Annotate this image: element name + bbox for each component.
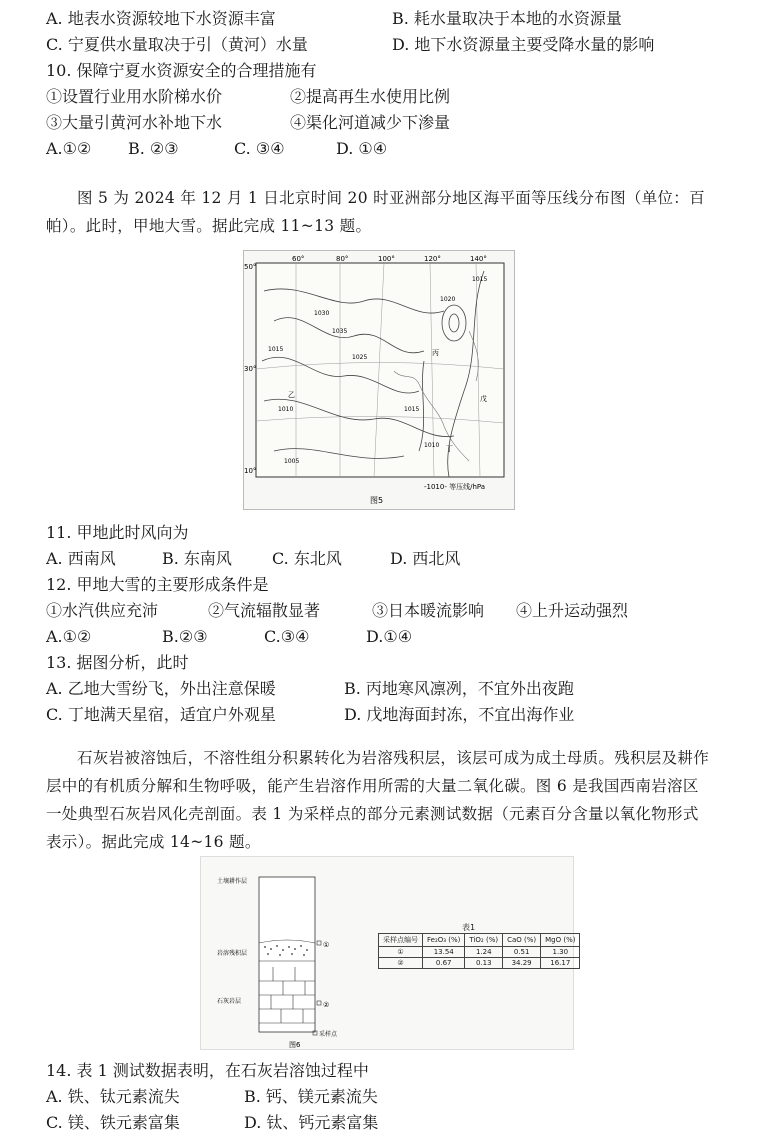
table-header-row	[379, 934, 580, 947]
q12-statement-1: ①水汽供应充沛	[46, 601, 159, 620]
figure-6-caption: 图6	[289, 1041, 301, 1049]
isobar-label: 1015	[404, 406, 420, 413]
q14-option-b: B. 钙、镁元素流失	[244, 1087, 378, 1106]
table-1-title: 表1	[462, 923, 476, 932]
q10-statement-3: ③大量引黄河水补地下水	[46, 113, 223, 132]
place-label-wu: 戊	[480, 395, 487, 403]
q11-stem: 11. 甲地此时风向为	[46, 523, 189, 542]
q12-stem: 12. 甲地大雪的主要形成条件是	[46, 575, 269, 594]
layer-label-residual: 岩溶残积层	[217, 950, 248, 957]
q14-option-d: D. 钛、钙元素富集	[244, 1113, 379, 1132]
q12-option-b: B.②③	[162, 627, 208, 646]
lat-label-30: 30°	[244, 365, 257, 373]
table-header: MgO (%)	[541, 934, 580, 947]
q9-option-c: C. 宁夏供水量取决于引（黄河）水量	[46, 35, 308, 54]
isobar-label: 1025	[352, 354, 368, 361]
isobar-label: 1015	[268, 346, 284, 353]
q11-option-d: D. 西北风	[390, 549, 461, 568]
q13-option-c: C. 丁地满天星宿，适宜户外观星	[46, 705, 276, 724]
table-cell: 1.30	[541, 947, 580, 958]
table-cell: 0.13	[465, 958, 503, 969]
q14-option-a: A. 铁、钛元素流失	[46, 1087, 180, 1106]
q10-option-a: A.①②	[46, 139, 92, 158]
q10-option-d: D. ①④	[336, 139, 388, 158]
layer-label-topsoil: 土壤耕作层	[217, 878, 248, 885]
table-header: CaO (%)	[503, 934, 541, 947]
q10-statement-4: ④渠化河道减少下渗量	[290, 113, 451, 132]
table-row	[379, 958, 580, 969]
sample-legend: 采样点	[319, 1031, 338, 1038]
figure-5-caption: 图5	[370, 496, 384, 505]
q12-statement-4: ④上升运动强烈	[516, 601, 629, 620]
q10-stem: 10. 保障宁夏水资源安全的合理措施有	[46, 61, 317, 80]
q14-stem: 14. 表 1 测试数据表明，在石灰岩溶蚀过程中	[46, 1061, 369, 1080]
sample-mark-2: ②	[323, 1001, 330, 1009]
q12-option-a: A.①②	[46, 627, 92, 646]
q9-option-b: B. 耗水量取决于本地的水资源量	[392, 9, 622, 28]
place-label-yi: 乙	[288, 391, 295, 399]
lon-label-80: 80°	[336, 255, 349, 263]
q11-option-a: A. 西南风	[46, 549, 116, 568]
q12-statement-3: ③日本暖流影响	[372, 601, 485, 620]
q13-option-d: D. 戊地海面封冻，不宜出海作业	[344, 705, 575, 724]
intro-paragraph-fig6: 石灰岩被溶蚀后，不溶性组分积累转化为岩溶残积层，该层可成为成土母质。残积层及耕作层中的有机质分解和生物呼吸，能产生岩溶作用所需的大量二氧化碳。图 6 是我国西南岩溶区一处典型石灰岩风化壳剖面。表 1 为采样点的部分元素测试数据（元素百分含量以氧化物形式表示）。据此完成 14~16 题。	[46, 749, 710, 851]
isobar-label: 1015	[472, 276, 488, 283]
table-cell: 16.17	[541, 958, 580, 969]
table-cell: 13.54	[423, 947, 465, 958]
q13-option-b: B. 丙地寒风凛冽，不宜外出夜跑	[344, 679, 574, 698]
table-cell: ①	[379, 947, 423, 958]
place-label-ding: 丁	[446, 445, 453, 453]
isobar-map-svg	[244, 251, 514, 509]
q13-option-a: A. 乙地大雪纷飞，外出注意保暖	[46, 679, 276, 698]
q13-stem: 13. 据图分析，此时	[46, 653, 189, 672]
q9-option-d: D. 地下水资源量主要受降水量的影响	[392, 35, 655, 54]
q10-statement-2: ②提高再生水使用比例	[290, 87, 451, 106]
intro-paragraph-fig5: 图 5 为 2024 年 12 月 1 日北京时间 20 时亚洲部分地区海平面等压线分布图（单位：百帕）。此时，甲地大雪。据此完成 11~13 题。	[46, 189, 705, 235]
table-header: 采样点编号	[379, 934, 423, 947]
table-cell: ②	[379, 958, 423, 969]
isobar-label: 1035	[332, 328, 348, 335]
lon-label-100: 100°	[378, 255, 395, 263]
q12-option-c: C.③④	[264, 627, 310, 646]
table-cell: 1.24	[465, 947, 503, 958]
lon-label-120: 120°	[424, 255, 441, 263]
lon-label-140: 140°	[470, 255, 487, 263]
sample-mark-1: ①	[323, 941, 330, 949]
table-header: TiO₂ (%)	[465, 934, 503, 947]
table-1	[378, 933, 580, 969]
q10-option-c: C. ③④	[234, 139, 285, 158]
q12-statement-2: ②气流辐散显著	[208, 601, 321, 620]
q10-option-b: B. ②③	[128, 139, 179, 158]
isobar-label: 1005	[284, 458, 300, 465]
isobar-label: 1010	[424, 442, 440, 449]
layer-label-limestone: 石灰岩层	[217, 998, 242, 1005]
place-label-bing: 丙	[432, 349, 439, 357]
isobar-label: 1020	[440, 296, 456, 303]
table-cell: 0.67	[423, 958, 465, 969]
table-header: Fe₂O₃ (%)	[423, 934, 465, 947]
q11-option-b: B. 东南风	[162, 549, 232, 568]
table-cell: 0.51	[503, 947, 541, 958]
q12-option-d: D.①④	[366, 627, 413, 646]
lat-label-50: 50°	[244, 263, 257, 271]
figure-5-isobar-map	[243, 250, 515, 510]
q14-option-c: C. 镁、铁元素富集	[46, 1113, 180, 1132]
lon-label-60: 60°	[292, 255, 305, 263]
isobar-label: 1010	[278, 406, 294, 413]
table-cell: 34.29	[503, 958, 541, 969]
isobar-label: 1030	[314, 310, 330, 317]
map-legend: -1010- 等压线/hPa	[424, 483, 486, 491]
lat-label-10: 10°	[244, 467, 257, 475]
q9-option-a: A. 地表水资源较地下水资源丰富	[46, 9, 276, 28]
q11-option-c: C. 东北风	[272, 549, 342, 568]
q10-statement-1: ①设置行业用水阶梯水价	[46, 87, 223, 106]
table-row	[379, 947, 580, 958]
